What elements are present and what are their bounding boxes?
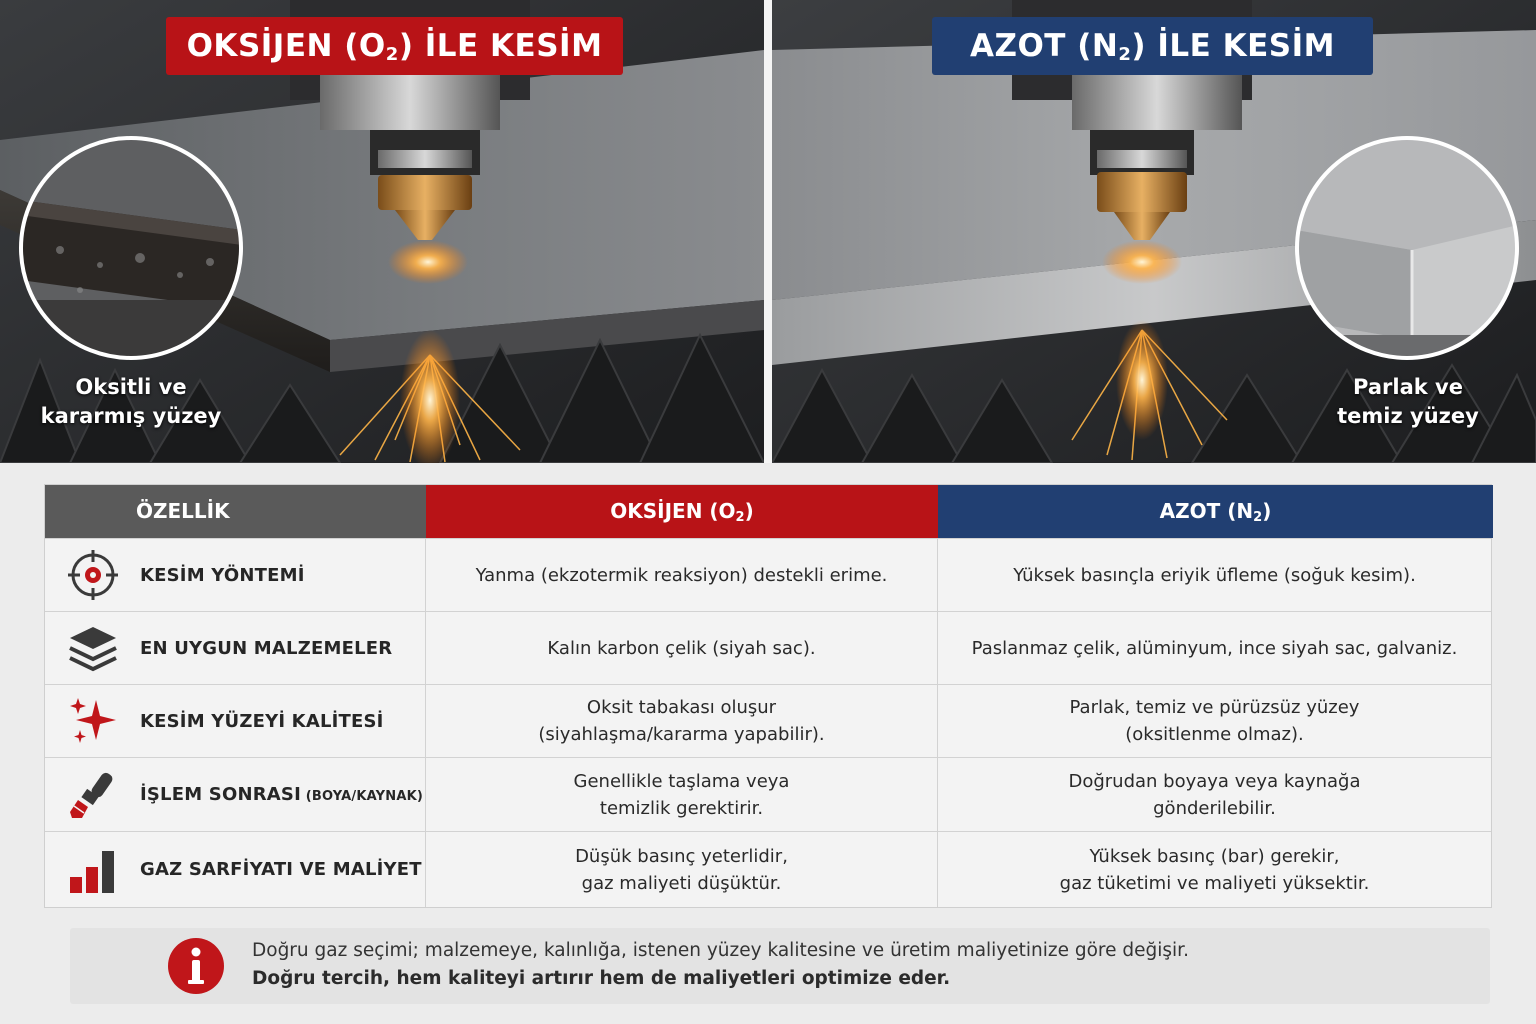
nitrogen-cutting-title: AZOT $(N_2)$ İLE KESİM xyxy=(932,17,1373,75)
sparkle-icon xyxy=(66,694,120,748)
header-oxygen: OKSİJEN $(O_2)$ xyxy=(426,485,938,538)
feature-label: İŞLEM SONRASI (BOYA/KAYNAK) xyxy=(140,784,424,805)
feature-label: KESİM YÖNTEMİ xyxy=(140,564,305,586)
cell-line: Düşük basınç yeterlidir, xyxy=(575,845,788,867)
cell-line: gaz tüketimi ve maliyeti yüksektir. xyxy=(1059,872,1370,894)
nitrogen-cell xyxy=(938,758,1491,831)
header-nitrogen: AZOT $(N_2)$ xyxy=(938,485,1493,538)
cell-line: (siyahlaşma/kararma yapabilir). xyxy=(538,724,825,745)
oxygen-cutting-photo xyxy=(0,0,764,463)
info-note xyxy=(70,928,1490,1004)
oxygen-cell xyxy=(426,539,938,611)
oxygen-cutting-title: OKSİJEN $(O_2)$ İLE KESİM xyxy=(166,17,623,75)
table-row-surface-quality xyxy=(45,684,1491,757)
nitrogen-cell xyxy=(938,685,1491,757)
nitrogen-cell xyxy=(938,539,1491,611)
cell-line: Yüksek basınç (bar) gerekir, xyxy=(1089,845,1340,867)
cell-line: Yüksek basınçla eriyik üfleme (soğuk kesim). xyxy=(1013,564,1416,586)
clean-surface-caption: Parlak ve temiz yüzey xyxy=(1337,375,1479,428)
table-row-gas-consumption xyxy=(45,831,1491,907)
oxygen-cell xyxy=(426,758,938,831)
oxygen-cell xyxy=(426,612,938,684)
feature-cell xyxy=(45,539,426,611)
nitrogen-cell xyxy=(938,832,1491,907)
cell-line: Yanma (ekzotermik reaksiyon) destekli erime. xyxy=(475,564,888,586)
table-row-post-processing xyxy=(45,757,1491,831)
cell-line: gönderilebilir. xyxy=(1153,797,1276,819)
note-line-2: Doğru tercih, hem kaliteyi artırır hem de maliyetleri optimize eder. xyxy=(252,968,951,989)
info-icon xyxy=(166,936,226,996)
feature-label: KESİM YÜZEYİ KALİTESİ xyxy=(140,710,384,732)
cell-line: (oksitlenme olmaz). xyxy=(1125,724,1304,745)
note-line-1: Doğru gaz seçimi; malzemeye, kalınlığa, istenen yüzey kalitesine ve üretim maliyetinize göre değişir. xyxy=(252,940,1189,961)
layers-icon xyxy=(66,621,120,675)
cell-line: Paslanmaz çelik, alüminyum, ince siyah sac, galvaniz. xyxy=(971,637,1458,659)
header-feature: ÖZELLİK xyxy=(45,485,426,538)
cell-line: gaz maliyeti düşüktür. xyxy=(581,872,782,894)
target-icon xyxy=(66,548,120,602)
comparison-table xyxy=(44,484,1492,908)
note-text xyxy=(252,937,1189,993)
nitrogen-cell xyxy=(938,612,1491,684)
nitrogen-cutting-photo xyxy=(772,0,1536,463)
feature-label: GAZ SARFİYATI VE MALİYET xyxy=(140,859,422,880)
feature-label: EN UYGUN MALZEMELER xyxy=(140,637,393,659)
panel-divider xyxy=(764,0,772,463)
oxygen-cell xyxy=(426,685,938,757)
paint-brush-icon xyxy=(66,768,120,822)
cell-line: Doğrudan boyaya veya kaynağa xyxy=(1068,770,1361,792)
feature-cell xyxy=(45,612,426,684)
oxidized-surface-caption: Oksitli ve kararmış yüzey xyxy=(40,375,222,428)
feature-cell xyxy=(45,832,426,907)
table-row-suitable-materials xyxy=(45,611,1491,684)
cell-line: Kalın karbon çelik (siyah sac). xyxy=(547,637,816,659)
cell-line: Genellikle taşlama veya xyxy=(573,770,790,792)
bar-chart-icon xyxy=(66,843,120,897)
oxygen-cell xyxy=(426,832,938,907)
feature-cell xyxy=(45,685,426,757)
cell-line: Oksit tabakası oluşur xyxy=(586,697,777,718)
cell-line: temizlik gerektirir. xyxy=(599,797,764,819)
feature-cell xyxy=(45,758,426,831)
table-row-cutting-method xyxy=(45,538,1491,611)
cell-line: Parlak, temiz ve pürüzsüz yüzey xyxy=(1069,697,1360,718)
